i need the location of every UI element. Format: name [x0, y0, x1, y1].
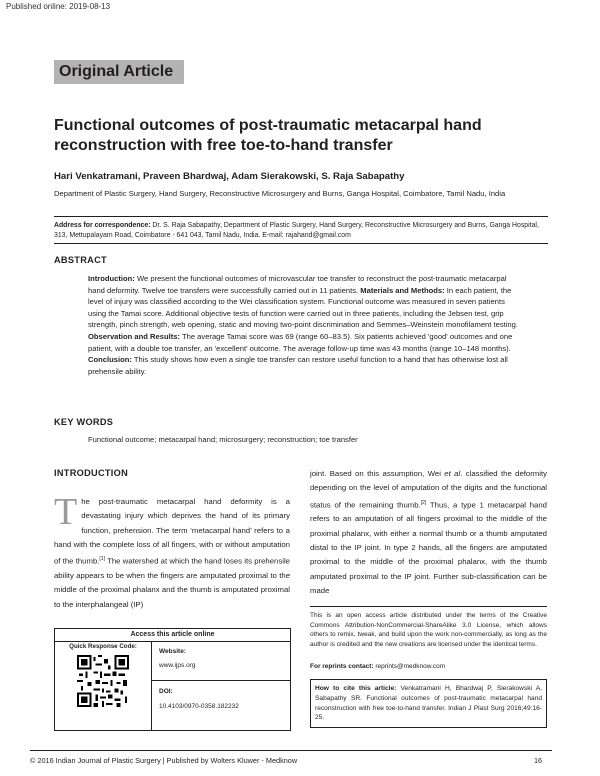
- reprints-contact: [310, 663, 445, 670]
- cite-label: How to cite this article:: [315, 685, 397, 692]
- doi-value[interactable]: 10.4103/0970-0358.182232: [159, 703, 239, 710]
- intro-text: Thus, a type 1 metacarpal hand refers to an amputation of all fingers proximal to the middle of the proximal phalanx, with either a normal thumb or a thumb amputated distal to the IP joint. In type 2 hands, all the fingers are amputated proximal to the middle of the proximal phalanx, with the thumb amputated proximal to the IP joint. Further sub-classification can be made: [310, 500, 547, 595]
- abstract-results: The average Tamai score was 69 (range 60–83.5). Six patients achieved 'good' outcomes and one patient, with a double toe transfer, an 'excellent' outcome. The average follow-up time was 43 months (range 10–148 months).: [88, 331, 513, 353]
- authors: Hari Venkatramani, Praveen Bhardwaj, Adam Sierakowski, S. Raja Sabapathy: [54, 171, 405, 182]
- abstract-methods-label: Materials and Methods:: [360, 285, 445, 295]
- footer-copyright: © 2016 Indian Journal of Plastic Surgery | Published by Wolters Kluwer - Medknow: [30, 756, 298, 765]
- cite-box: [310, 679, 547, 728]
- website-label: Website:: [159, 648, 186, 655]
- correspondence-text: Dr. S. Raja Sabapathy, Department of Plastic Surgery, Hand Surgery, Reconstructive Microsurgery and Burns, Ganga Hospital, 313, Mettupalayam Road, Coimbatore - 641 043, Tamil Nadu, India. E-mail: rajahand@gmail.com: [54, 222, 539, 239]
- qr-code-icon[interactable]: [77, 655, 129, 707]
- abstract-body: [88, 273, 524, 377]
- abstract-methods: In each patient, the level of injury was classified according to the Wei classification system. Functional outcome was measured in seven patients using the Tamai score. Additional objective tests of function were carried out in three patients, including the Jebsen test, grip strength, pinch strength, web opening, static and moving two-point discrimination and Semmes–Weinstein monofilament testing.: [88, 285, 518, 330]
- intro-text: joint. Based on this assumption, Wei: [310, 469, 445, 478]
- qr-label: Quick Response Code:: [69, 643, 137, 650]
- divider: [54, 216, 548, 217]
- divider: [151, 680, 290, 681]
- reprints-email[interactable]: reprints@medknow.com: [375, 663, 446, 670]
- abstract-results-label: Observation and Results:: [88, 331, 180, 341]
- license-note: This is an open access article distributed under the terms of the Creative Commons Attribution-NonCommercial-ShareAlike 3.0 License, which allows others to remix, tweak, and build upon the work non-commercially, as long as the author is credited and the new creations are licensed under the identical terms.: [310, 612, 547, 648]
- intro-text: . classified the deformity depending on the level of amputation of the digits and the functional status of the remaining thumb.: [310, 469, 547, 510]
- reprints-label: For reprints contact:: [310, 663, 374, 670]
- keywords-heading: KEY WORDS: [54, 417, 114, 427]
- divider: [54, 243, 548, 244]
- introduction-heading: INTRODUCTION: [54, 468, 129, 478]
- abstract-intro-label: Introduction:: [88, 274, 135, 283]
- divider: [310, 606, 547, 607]
- access-heading: Access this article online: [55, 629, 290, 642]
- correspondence-label: Address for correspondence:: [54, 222, 151, 229]
- introduction-column-2: [310, 467, 547, 598]
- article-title: Functional outcomes of post-traumatic metacarpal hand reconstruction with free toe-to-hand transfer: [54, 117, 482, 154]
- website-link[interactable]: www.ijps.org: [159, 662, 196, 669]
- introduction-column-1: [54, 491, 290, 612]
- keywords: Functional outcome; metacarpal hand; microsurgery; reconstruction; toe transfer: [88, 435, 358, 444]
- abstract-intro: We present the functional outcomes of microvascular toe transfer to reconstruct the post-traumatic metacarpal hand deformity. Twelve toe transfers were successfully carried out in 11 patients.: [88, 274, 507, 295]
- access-box: [54, 628, 291, 731]
- page-number: 16: [534, 756, 543, 765]
- drop-cap: T: [54, 491, 78, 533]
- citation-ref[interactable]: [2]: [420, 499, 427, 506]
- intro-text: he post-traumatic metacarpal hand deformity is a devastating injury which deprives the hand of its primary function, prehension. The term ‘metacarpal hand’ refers to a hand with the complete loss of all fingers, with or without amputation of the thumb.: [54, 497, 290, 566]
- cite-text: Venkatramani H, Bhardwaj P, Sierakowski A, Sabapathy SR. Functional outcomes of post-traumatic metacarpal hand reconstruction with free toe-to-hand transfer. Indian J Plast Surg 2016;49:16-25.: [315, 685, 542, 722]
- citation-ref[interactable]: [1]: [99, 556, 105, 563]
- doi-label: DOI:: [159, 688, 173, 695]
- abstract-conclusion: This study shows how even a single toe transfer can restore useful function to a hand that has otherwise lost all prehensile ability.: [88, 355, 508, 376]
- abstract-conclusion-label: Conclusion:: [88, 355, 132, 365]
- published-date: Published online: 2019-08-13: [6, 2, 111, 11]
- article-type-label: Original Article: [54, 60, 184, 84]
- correspondence-address: [54, 221, 548, 241]
- footer-divider: [30, 750, 552, 751]
- intro-text: The watershed at which the hand loses its prehensile ability appears to be when the fingers are amputated proximal to the middle of the proximal phalanx and the thumb is amputated proximal to the interphalangeal (IP): [54, 556, 290, 609]
- intro-text-italic: et al: [444, 469, 461, 478]
- abstract-heading: ABSTRACT: [54, 255, 107, 265]
- affiliation: Department of Plastic Surgery, Hand Surgery, Reconstructive Microsurgery and Burns, Ganga Hospital, Coimbatore, Tamil Nadu, India: [54, 189, 506, 198]
- qr-cell: [55, 641, 152, 730]
